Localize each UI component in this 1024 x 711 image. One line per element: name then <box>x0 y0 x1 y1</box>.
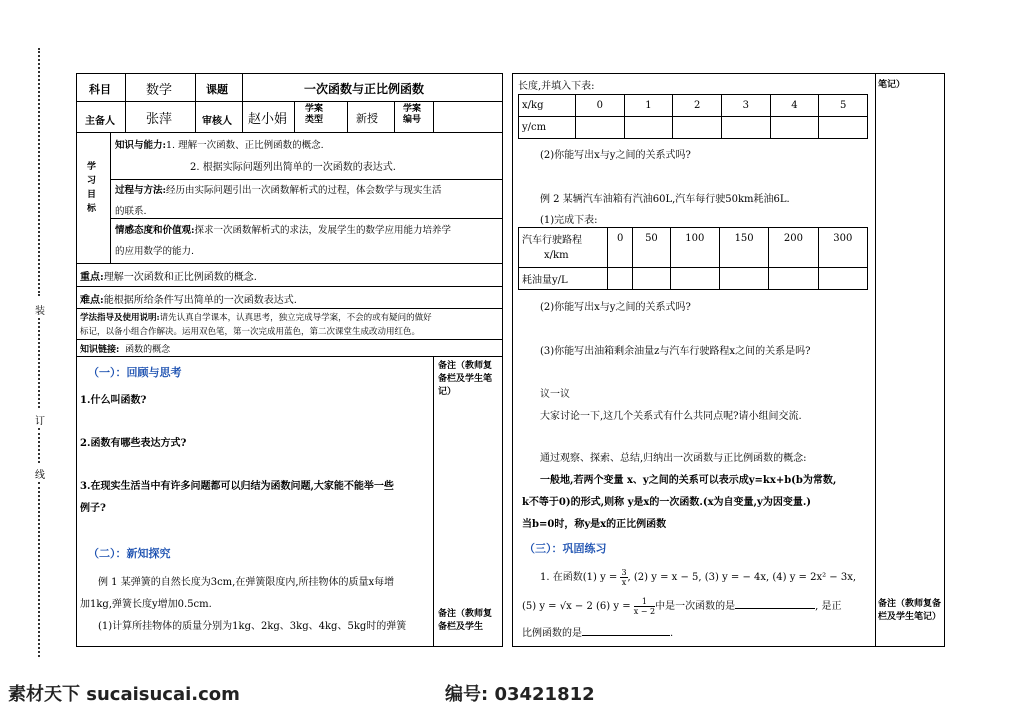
table-cell <box>673 117 722 139</box>
fuel-table <box>518 227 868 290</box>
table-cell <box>608 268 633 290</box>
summary-intro: 通过观察、探索、总结,归纳出一次函数与正比例函数的概念: <box>540 453 807 464</box>
table-cell: y/cm <box>519 117 576 139</box>
table-cell: 3 <box>721 95 770 117</box>
objectives-label: 学习目标 <box>87 162 97 214</box>
definition-line-3: 当b=0时，称y是x的正比例函数 <box>522 519 667 530</box>
binding-dotted-line <box>38 428 40 463</box>
knowledge-link: 知识链接: 函数的概念 <box>80 345 171 355</box>
subject-label: 科目 <box>89 83 111 96</box>
example-2-part-3: (3)你能写出油箱剩余油量z与汽车行驶路程x之间的关系是吗? <box>540 346 811 357</box>
practice-line-2: (5) y = √x − 2 (6) y = $\frac{1}{x - 2}$ 中是一次函数的是 , 是正 <box>522 597 842 616</box>
type-label: 学案类型 <box>305 104 324 125</box>
example-1-line-2: 加1kg,弹簧长度y增加0.5cm. <box>80 599 212 610</box>
topic-label: 课题 <box>206 83 228 96</box>
table-cell <box>770 117 819 139</box>
definition-line-2: k不等于0)的形式,则称 y是x的一次函数.(x为自变量,y为因变量.) <box>522 497 812 508</box>
table-cell: 耗油量y/L <box>519 268 608 290</box>
emotion-line-1: 情感态度和价值观:探求一次函数解析式的求法，发展学生的数学应用能力培养学 <box>115 225 452 236</box>
knowledge-line-2: 2. 根据实际问题列出简单的一次函数的表达式. <box>190 162 396 173</box>
binding-dotted-line <box>38 482 40 657</box>
spring-table <box>518 94 868 139</box>
table-cell: x/kg <box>519 95 576 117</box>
footer-bar <box>0 676 1024 711</box>
type-value: 新授 <box>356 112 378 125</box>
table-cell: 5 <box>819 95 868 117</box>
discussion-text: 大家讨论一下,这几个关系式有什么共同点呢?请小组间交流. <box>540 411 802 422</box>
table-cell: 0 <box>608 228 633 268</box>
key-point: 重点:理解一次函数和正比例函数的概念. <box>80 272 257 283</box>
subject-value: 数学 <box>146 83 173 98</box>
example-1-line-1: 例 1 某弹簧的自然长度为3cm,在弹簧限度内,所挂物体的质量x每增 <box>98 577 395 588</box>
table-cell: 50 <box>633 228 670 268</box>
table-cell: 300 <box>818 228 867 268</box>
process-line-2: 的联系. <box>115 206 147 217</box>
section-1-title: （一）：回顾与思考 <box>88 366 182 379</box>
table-cell <box>721 117 770 139</box>
table-cell <box>719 268 768 290</box>
table-cell: 0 <box>576 95 625 117</box>
fraction-3-over-x: $\frac{3}{x}$ <box>621 568 627 587</box>
binding-char-2: 订 <box>35 416 45 427</box>
section-2-title: （二）：新知探究 <box>88 547 171 560</box>
notes-column-bottom: 备注（教师复备栏及学生 <box>438 609 493 632</box>
emotion-line-2: 的应用数学的能力. <box>115 246 195 257</box>
example-2: 例 2 某辆汽车油箱有汽油60L,汽车每行驶50km耗油6L. <box>540 194 790 205</box>
table-cell <box>818 268 867 290</box>
preparer-label: 主备人 <box>85 116 115 127</box>
question-3-line-2: 例子? <box>80 503 106 514</box>
binding-char-3: 线 <box>35 470 45 481</box>
question-2: 2.函数有哪些表达方式? <box>80 438 187 449</box>
section-3-title: （三）：巩固练习 <box>524 542 607 555</box>
table-cell: 200 <box>769 228 818 268</box>
table-cell: 2 <box>673 95 722 117</box>
preparer-value: 张萍 <box>146 112 173 127</box>
table-cell: 1 <box>624 95 673 117</box>
table-cell <box>819 117 868 139</box>
table-cell <box>624 117 673 139</box>
table-cell <box>670 268 719 290</box>
reviewer-label: 审核人 <box>202 116 232 127</box>
example-2-part-2: (2)你能写出x与y之间的关系式吗? <box>540 302 691 313</box>
fraction-1-over-x-minus-2: $\frac{1}{x - 2}$ <box>633 597 656 616</box>
guide-line-1: 学法指导及使用说明:请先认真自学课本，认真思考，独立完成导学案，不会的或有疑问的做好 <box>80 313 432 323</box>
practice-line-3: 比例函数的是 . <box>522 628 674 639</box>
example-1-line-3: (1)计算所挂物体的质量分别为1kg、2kg、3kg、4kg、5kg时的弹簧 <box>98 621 407 632</box>
question-1: 1.什么叫函数? <box>80 395 147 406</box>
guide-line-2: 标记，以备小组合作解决。运用双色笔，第一次完成用蓝色，第二次课堂生成改动用红色。 <box>80 327 421 337</box>
answer-blank-linear[interactable] <box>735 608 815 609</box>
binding-dotted-line <box>38 318 40 408</box>
binding-char-1: 装 <box>35 306 45 317</box>
practice-line-1: 1. 在函数(1) y = $\frac{3}{x}$ , (2) y = x − 5, (3) y = − 4x, (4) y = 2x² − 3x, <box>540 568 857 587</box>
number-label: 学案编号 <box>403 104 422 125</box>
example-1-q2: (2)你能写出x与y之间的关系式吗? <box>540 150 691 161</box>
question-3-line-1: 3.在现实生活当中有许多问题都可以归结为函数问题,大家能不能举一些 <box>80 481 394 492</box>
difficulty: 难点:能根据所给条件写出简单的一次函数表达式. <box>80 295 297 306</box>
definition-line-1: 一般地,若两个变量 x、y之间的关系可以表示成y=kx+b(b为常数, <box>540 475 837 486</box>
table-cell: 150 <box>719 228 768 268</box>
continuation-text: 长度,并填入下表: <box>518 81 595 92</box>
table-cell <box>633 268 670 290</box>
table-cell: 4 <box>770 95 819 117</box>
table-cell <box>769 268 818 290</box>
footer-site: 素材天下 sucaisucai.com <box>8 684 240 705</box>
process-line-1: 过程与方法:经历由实际问题引出一次函数解析式的过程，体会数学与现实生活 <box>115 185 442 196</box>
topic-value: 一次函数与正比例函数 <box>304 82 425 96</box>
example-2-part-1: (1)完成下表: <box>540 215 598 226</box>
knowledge-line-1: 知识与能力:1. 理解一次函数、正比例函数的概念. <box>115 140 324 151</box>
answer-blank-proportional[interactable] <box>582 635 670 636</box>
discussion-title: 议一议 <box>540 389 570 400</box>
table-cell <box>576 117 625 139</box>
notes-right-bottom: 备注（教师复备栏及学生笔记） <box>878 599 942 622</box>
reviewer-value: 赵小娟 <box>248 112 288 127</box>
notes-right-top: 笔记） <box>878 80 906 90</box>
footer-code: 编号: 03421812 <box>445 684 595 705</box>
table-cell: 汽车行驶路程 x/km <box>519 228 608 268</box>
table-cell: 100 <box>670 228 719 268</box>
binding-dotted-line <box>38 48 40 296</box>
notes-column-top: 备注（教师复备栏及学生笔记） <box>438 361 493 397</box>
